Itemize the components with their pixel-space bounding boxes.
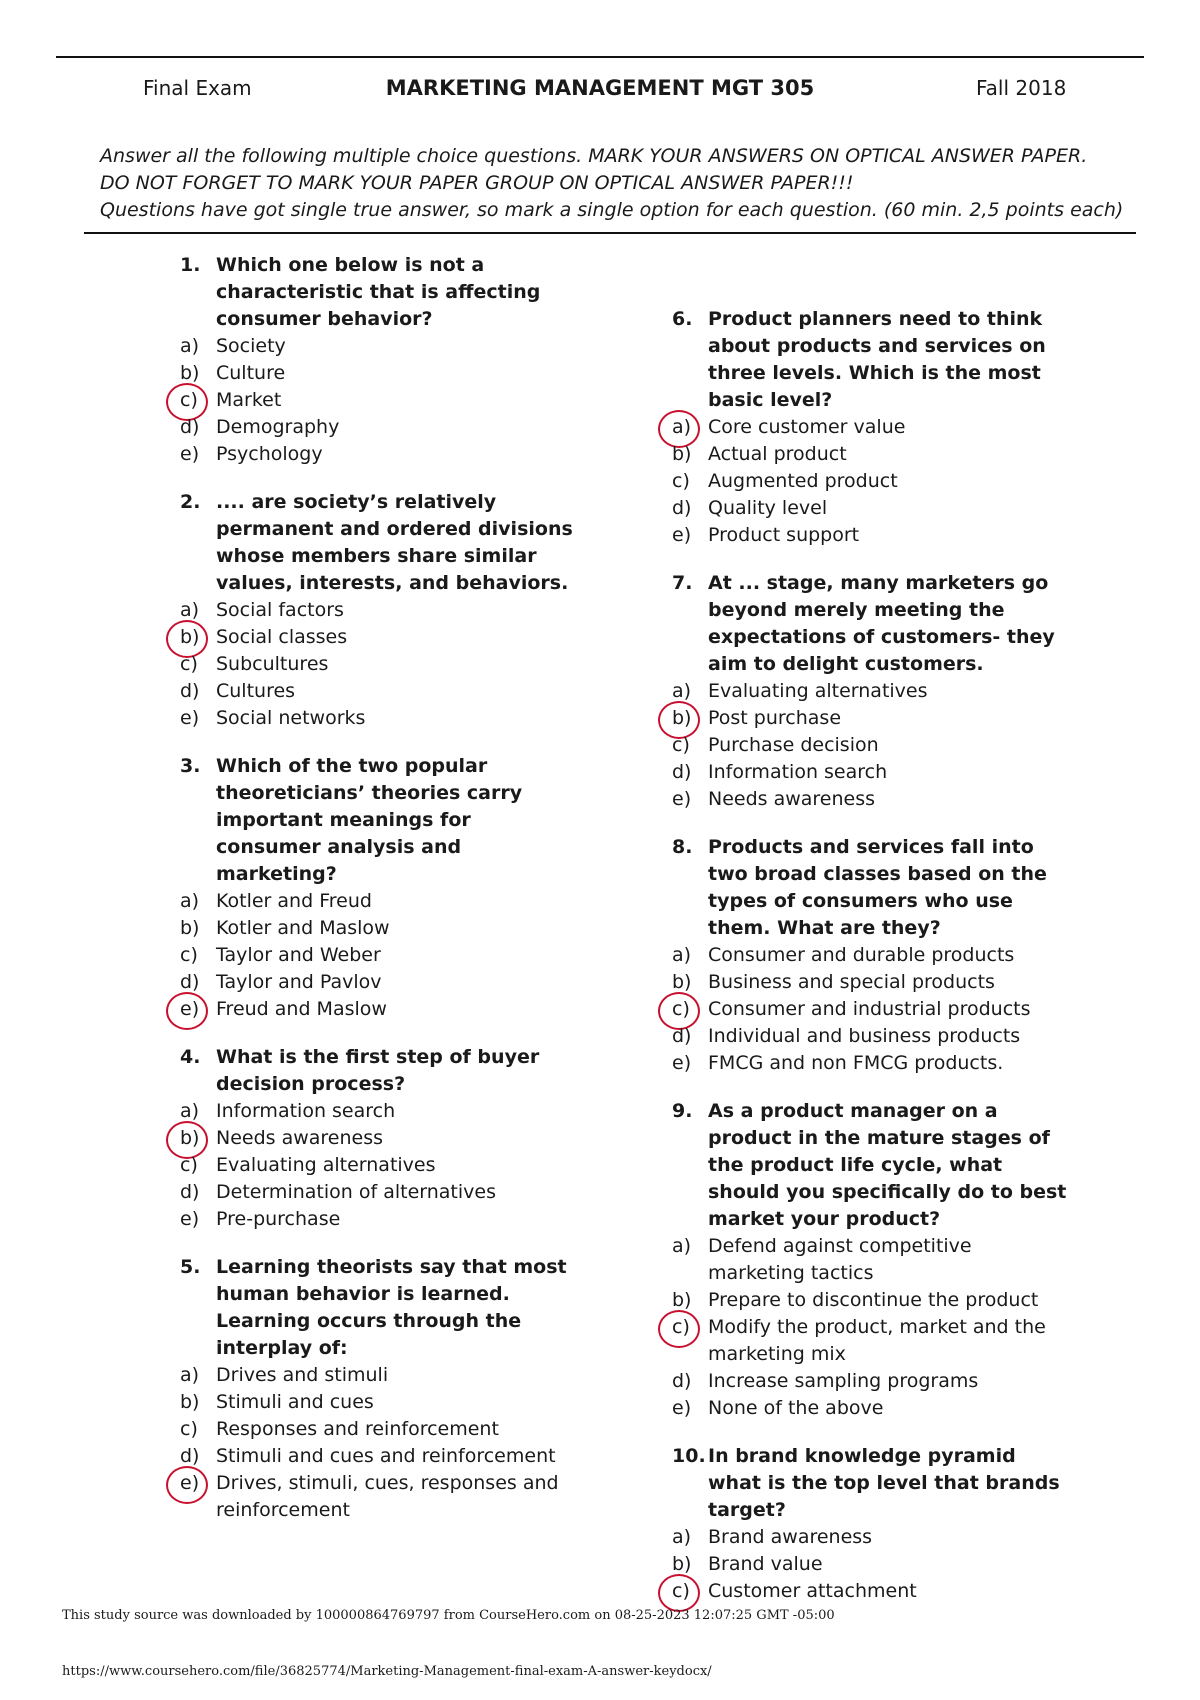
question-3	[180, 753, 580, 1023]
option-letter: e)	[180, 443, 200, 465]
option-letter: b)	[180, 362, 200, 384]
option-letter: a)	[180, 1100, 200, 1122]
source-url[interactable]: https://www.coursehero.com/file/36825774/Marketing-Management-final-exam-A-answer-keydocx/	[62, 1664, 712, 1679]
answer-option	[180, 1179, 580, 1206]
download-note: This study source was downloaded by 100000864769797 from CourseHero.com on 08-25-2023 12:07:25 GMT -05:00	[62, 1608, 835, 1623]
option-letter: a)	[672, 944, 692, 966]
option-letter: c)	[180, 944, 198, 966]
question-text: In brand knowledge pyramid what is the top level that brands target?	[708, 1445, 1060, 1521]
option-letter: c)	[672, 1578, 690, 1605]
question-stem	[672, 570, 1072, 678]
option-text: Customer attachment	[708, 1580, 917, 1602]
option-letter: d)	[180, 971, 200, 993]
option-text: Information search	[708, 761, 888, 783]
answer-option-circled	[180, 1470, 580, 1524]
question-text: Which of the two popular theoreticians’ theories carry important meanings for consumer analysis and marketing?	[216, 755, 523, 885]
question-10	[672, 1443, 1072, 1605]
option-letter: d)	[672, 1025, 692, 1047]
option-text: Brand awareness	[708, 1526, 873, 1548]
instruction-line: Questions have got single true answer, so mark a single option for each question. (60 min. 2,5 points each)	[100, 199, 1124, 221]
question-stem	[672, 1098, 1072, 1233]
answer-option	[672, 942, 1072, 969]
answer-option	[672, 522, 1072, 549]
page-title: MARKETING MANAGEMENT MGT 305	[385, 76, 815, 100]
answer-option	[180, 1152, 580, 1179]
option-letter: e)	[180, 707, 200, 729]
answer-option-circled	[672, 1578, 1072, 1605]
option-text: Quality level	[708, 497, 828, 519]
answer-option	[672, 1551, 1072, 1578]
option-text: Market	[216, 389, 282, 411]
answer-option	[180, 414, 580, 441]
answer-option	[180, 360, 580, 387]
option-letter: d)	[672, 761, 692, 783]
option-text: Defend against competitive marketing tactics	[708, 1235, 972, 1284]
option-text: Core customer value	[708, 416, 906, 438]
option-text: Social factors	[216, 599, 344, 621]
option-text: Social networks	[216, 707, 366, 729]
answer-option	[180, 915, 580, 942]
option-letter: c)	[180, 1418, 198, 1440]
question-number: 6.	[672, 308, 693, 330]
question-text: Products and services fall into two broad classes based on the types of consumers who use them. What are they?	[708, 836, 1047, 939]
option-letter: b)	[180, 917, 200, 939]
question-number: 8.	[672, 836, 693, 858]
answer-option	[672, 732, 1072, 759]
question-number: 3.	[180, 755, 201, 777]
option-letter: a)	[672, 1235, 692, 1257]
question-stem	[180, 489, 580, 597]
option-letter: a)	[180, 335, 200, 357]
answer-option-circled	[180, 387, 580, 414]
option-letter: e)	[672, 788, 692, 810]
option-letter: a)	[180, 890, 200, 912]
option-letter: a)	[672, 680, 692, 702]
answer-option	[180, 597, 580, 624]
option-text: Brand value	[708, 1553, 823, 1575]
option-letter: e)	[672, 1397, 692, 1419]
answer-option	[180, 969, 580, 996]
answer-option	[180, 333, 580, 360]
header-left: Final Exam	[143, 76, 252, 100]
option-letter: c)	[672, 1314, 690, 1341]
answer-option	[180, 441, 580, 468]
answer-option-circled	[672, 414, 1072, 441]
answer-option	[672, 1233, 1072, 1287]
option-text: Needs awareness	[216, 1127, 384, 1149]
option-text: Individual and business products	[708, 1025, 1021, 1047]
question-6	[672, 306, 1072, 549]
option-letter: d)	[180, 1181, 200, 1203]
option-text: Modify the product, market and the marketing mix	[708, 1316, 1046, 1365]
question-7	[672, 570, 1072, 813]
option-letter: c)	[672, 734, 690, 756]
answer-option-circled	[672, 1314, 1072, 1368]
option-text: Pre-purchase	[216, 1208, 341, 1230]
option-text: Prepare to discontinue the product	[708, 1289, 1039, 1311]
question-text: .... are society’s relatively permanent and ordered divisions whose members share similar values, interests, and behaviors.	[216, 491, 573, 594]
answer-option	[180, 705, 580, 732]
option-letter: c)	[672, 996, 690, 1023]
answer-option	[672, 1287, 1072, 1314]
option-text: Information search	[216, 1100, 396, 1122]
answer-option	[180, 1098, 580, 1125]
option-text: Taylor and Weber	[216, 944, 381, 966]
option-letter: e)	[180, 996, 199, 1023]
question-8	[672, 834, 1072, 1077]
option-letter: d)	[180, 680, 200, 702]
option-text: Culture	[216, 362, 286, 384]
answer-option	[672, 678, 1072, 705]
answer-option-circled	[672, 996, 1072, 1023]
answer-option-circled	[672, 705, 1072, 732]
answer-option-circled	[180, 996, 580, 1023]
option-letter: c)	[180, 387, 198, 414]
option-text: Drives, stimuli, cues, responses and reinforcement	[216, 1472, 559, 1521]
top-rule	[56, 56, 1144, 58]
answer-option	[672, 1023, 1072, 1050]
answer-option-circled	[180, 1125, 580, 1152]
question-5	[180, 1254, 580, 1524]
instructions	[100, 143, 1124, 224]
option-letter: e)	[672, 1052, 692, 1074]
option-letter: e)	[180, 1470, 199, 1497]
instruction-line: Answer all the following multiple choice questions. MARK YOUR ANSWERS ON OPTICAL ANSWER PAPER.	[100, 145, 1088, 167]
option-text: Evaluating alternatives	[708, 680, 928, 702]
answer-option-circled	[180, 624, 580, 651]
answer-option	[672, 1050, 1072, 1077]
option-letter: b)	[180, 624, 199, 651]
question-stem	[180, 1254, 580, 1362]
question-number: 1.	[180, 254, 201, 276]
question-text: Product planners need to think about products and services on three levels. Which is the most basic level?	[708, 308, 1046, 411]
option-letter: a)	[180, 599, 200, 621]
option-text: Needs awareness	[708, 788, 876, 810]
question-4	[180, 1044, 580, 1233]
question-1	[180, 252, 580, 468]
option-letter: c)	[180, 653, 198, 675]
option-text: Demography	[216, 416, 340, 438]
answer-option	[180, 888, 580, 915]
option-text: Psychology	[216, 443, 323, 465]
option-letter: d)	[180, 1445, 200, 1467]
question-text: Which one below is not a characteristic that is affecting consumer behavior?	[216, 254, 541, 330]
option-letter: c)	[180, 1154, 198, 1176]
option-text: Stimuli and cues and reinforcement	[216, 1445, 556, 1467]
option-letter: d)	[180, 416, 200, 438]
option-letter: a)	[672, 414, 691, 441]
question-number: 5.	[180, 1256, 201, 1278]
question-text: What is the first step of buyer decision process?	[216, 1046, 540, 1095]
option-text: Responses and reinforcement	[216, 1418, 499, 1440]
option-text: Taylor and Pavlov	[216, 971, 382, 993]
question-text: At ... stage, many marketers go beyond merely meeting the expectations of customers- they aim to delight customers.	[708, 572, 1055, 675]
answer-option	[180, 1362, 580, 1389]
instruction-line: DO NOT FORGET TO MARK YOUR PAPER GROUP ON OPTICAL ANSWER PAPER!!!	[100, 172, 854, 194]
question-2	[180, 489, 580, 732]
answer-option	[672, 1524, 1072, 1551]
option-text: Actual product	[708, 443, 847, 465]
question-number: 10.	[672, 1445, 706, 1467]
option-letter: b)	[672, 971, 692, 993]
option-text: None of the above	[708, 1397, 884, 1419]
option-letter: b)	[672, 1289, 692, 1311]
option-letter: b)	[180, 1125, 199, 1152]
option-letter: b)	[672, 705, 691, 732]
option-text: Evaluating alternatives	[216, 1154, 436, 1176]
question-number: 9.	[672, 1100, 693, 1122]
option-letter: d)	[672, 497, 692, 519]
option-text: Augmented product	[708, 470, 898, 492]
question-number: 4.	[180, 1046, 201, 1068]
answer-option	[672, 1368, 1072, 1395]
question-stem	[672, 306, 1072, 414]
question-stem	[180, 753, 580, 888]
answer-option	[672, 495, 1072, 522]
answer-option	[672, 786, 1072, 813]
question-stem	[180, 252, 580, 333]
option-letter: e)	[180, 1208, 200, 1230]
option-text: Business and special products	[708, 971, 995, 993]
option-text: Consumer and industrial products	[708, 998, 1031, 1020]
option-text: Freud and Maslow	[216, 998, 387, 1020]
answer-option	[180, 678, 580, 705]
option-text: Drives and stimuli	[216, 1364, 389, 1386]
option-letter: a)	[180, 1364, 200, 1386]
answer-option	[180, 1443, 580, 1470]
option-text: Product support	[708, 524, 860, 546]
option-text: Consumer and durable products	[708, 944, 1015, 966]
option-letter: e)	[672, 524, 692, 546]
instructions-rule	[84, 232, 1136, 234]
option-text: Society	[216, 335, 286, 357]
option-text: Determination of alternatives	[216, 1181, 496, 1203]
question-9	[672, 1098, 1072, 1422]
option-letter: a)	[672, 1526, 692, 1548]
answer-option	[180, 1206, 580, 1233]
right-column	[672, 306, 1072, 1626]
option-text: Subcultures	[216, 653, 329, 675]
option-letter: b)	[672, 1553, 692, 1575]
option-text: Social classes	[216, 626, 348, 648]
option-letter: d)	[672, 1370, 692, 1392]
answer-option	[672, 759, 1072, 786]
option-text: Increase sampling programs	[708, 1370, 979, 1392]
answer-option	[672, 969, 1072, 996]
option-text: Cultures	[216, 680, 296, 702]
question-stem	[672, 1443, 1072, 1524]
option-letter: b)	[672, 443, 692, 465]
question-text: As a product manager on a product in the mature stages of the product life cycle, what should you specifically do to best market your product?	[708, 1100, 1067, 1230]
option-letter: b)	[180, 1391, 200, 1413]
answer-option	[180, 1416, 580, 1443]
option-text: Kotler and Maslow	[216, 917, 390, 939]
option-text: Post purchase	[708, 707, 842, 729]
left-column	[180, 252, 580, 1545]
question-number: 2.	[180, 491, 201, 513]
answer-option	[672, 1395, 1072, 1422]
question-stem	[672, 834, 1072, 942]
option-text: Kotler and Freud	[216, 890, 372, 912]
question-number: 7.	[672, 572, 693, 594]
question-text: Learning theorists say that most human behavior is learned. Learning occurs through the interplay of:	[216, 1256, 567, 1359]
header-right: Fall 2018	[976, 76, 1067, 100]
question-stem	[180, 1044, 580, 1098]
option-letter: c)	[672, 470, 690, 492]
answer-option	[180, 942, 580, 969]
answer-option	[180, 651, 580, 678]
answer-option	[180, 1389, 580, 1416]
option-text: FMCG and non FMCG products.	[708, 1052, 1004, 1074]
answer-option	[672, 468, 1072, 495]
option-text: Stimuli and cues	[216, 1391, 374, 1413]
answer-option	[672, 441, 1072, 468]
option-text: Purchase decision	[708, 734, 879, 756]
